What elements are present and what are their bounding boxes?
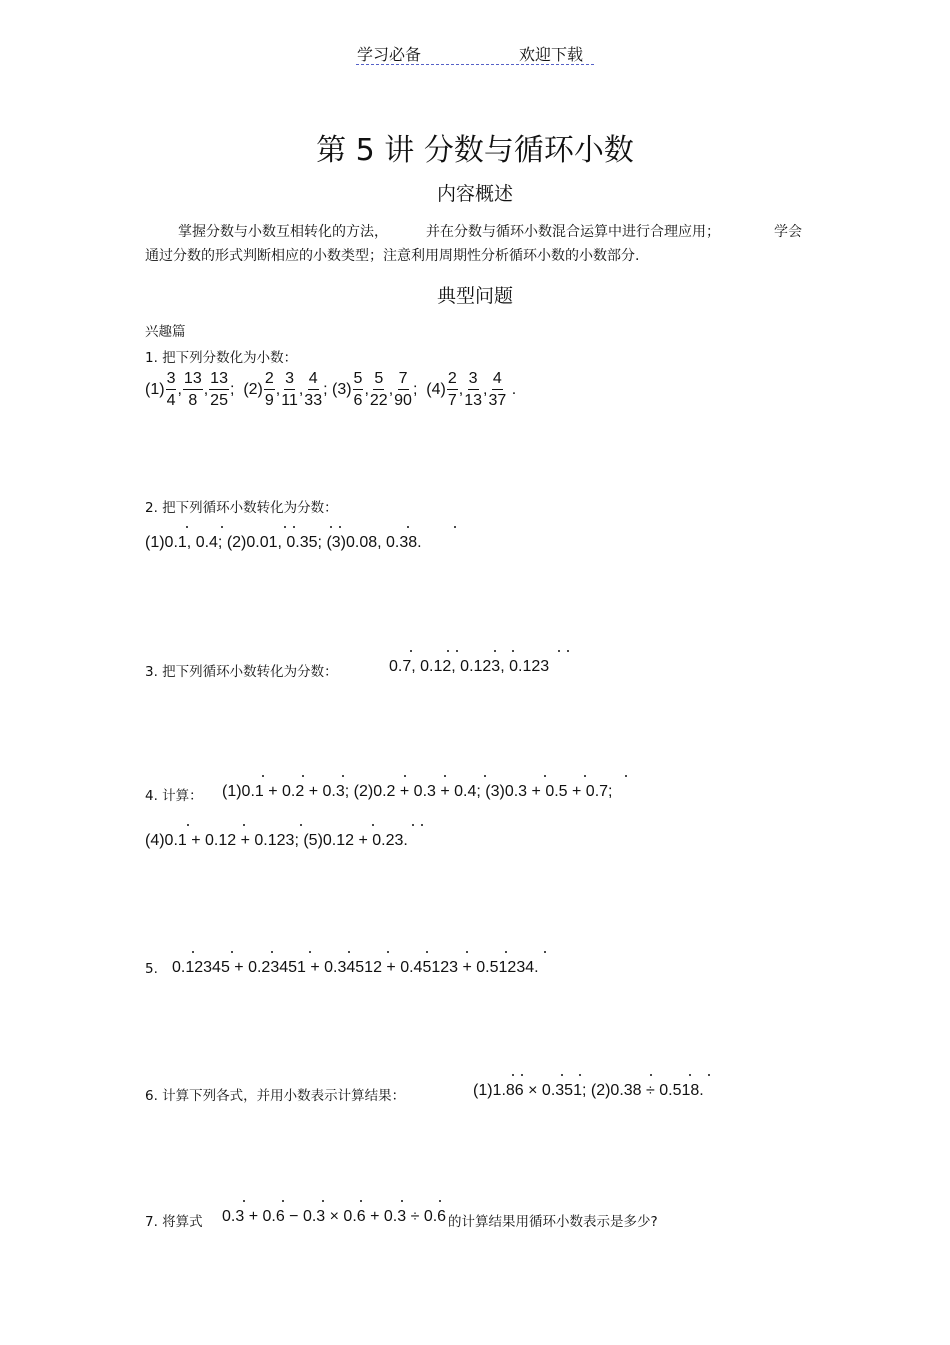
q7-question: 的计算结果用循环小数表示是多少? xyxy=(448,1214,658,1230)
fraction: $\frac{13}{25}$ xyxy=(210,370,228,409)
header-left: 学习必备 xyxy=(357,45,422,64)
dot xyxy=(579,1074,581,1076)
dot xyxy=(689,1074,691,1076)
dot xyxy=(360,1200,362,1202)
dot xyxy=(650,1074,652,1076)
q1-fractions: (1) $\frac{3}{4}$ , $\frac{13}{8}$ , $\frac{13}{25}$ ; (2) $\frac{2}{9}$ , $\frac{3}{11}$ , $\frac{4}{33}$ ; (3) $\frac{5}{6}$ , $\frac{5}{22}$ , $\frac{7}{90}$ ; (4) $\frac{2}{7}$ , $\frac{3}{13}$ , $\frac{4}{37}$ . xyxy=(145,370,517,409)
fraction: $\frac{13}{8}$ xyxy=(183,370,202,409)
dot xyxy=(456,650,458,652)
dot xyxy=(186,526,188,528)
q1-tag-2: (2) xyxy=(243,381,263,398)
dot xyxy=(282,1200,284,1202)
dot xyxy=(466,951,468,953)
page-title: 第 5 讲 分数与循环小数 xyxy=(316,133,634,168)
overview-text-1a: 掌握分数与小数互相转化的方法， xyxy=(178,224,388,240)
fraction: $\frac{5}{6}$ xyxy=(353,370,363,409)
q4-label: 4. 计算： xyxy=(145,788,203,804)
dot xyxy=(454,526,456,528)
dot xyxy=(561,1074,563,1076)
dot xyxy=(262,775,264,777)
section-heading-problems: 典型问题 xyxy=(436,285,513,307)
q4-expression-1: (1)0.1 + 0.2 + 0.3; (2)0.2 + 0.3 + 0.4; (3)0.3 + 0.5 + 0.7; xyxy=(222,783,613,800)
dot xyxy=(293,526,295,528)
q1-label: 1. 把下列分数化为小数： xyxy=(145,350,298,366)
fraction: $\frac{3}{13}$ xyxy=(464,370,483,409)
dot xyxy=(284,526,286,528)
q2-expression: (1)0.1, 0.4; (2)0.01, 0.35; (3)0.08, 0.38. xyxy=(145,534,422,551)
q3-label: 3. 把下列循环小数转化为分数： xyxy=(145,664,338,680)
q1-tag-4: (4) xyxy=(426,381,446,398)
q4-expression-2: (4)0.1 + 0.12 + 0.123; (5)0.12 + 0.23. xyxy=(145,832,408,849)
header-right: 欢迎下载 xyxy=(519,45,584,64)
dot xyxy=(221,526,223,528)
dot xyxy=(708,1074,710,1076)
dot xyxy=(330,526,332,528)
dot xyxy=(401,1200,403,1202)
dot xyxy=(187,824,189,826)
dot xyxy=(339,526,341,528)
q7-expression: 0.3 + 0.6 − 0.3 × 0.6 + 0.3 ÷ 0.6 xyxy=(222,1208,447,1225)
dot xyxy=(584,775,586,777)
repeating-dots xyxy=(186,526,710,1202)
fraction: $\frac{2}{7}$ xyxy=(447,370,457,409)
dot xyxy=(192,951,194,953)
fraction: $\frac{7}{90}$ xyxy=(394,370,412,409)
dot xyxy=(300,824,302,826)
fraction: $\frac{4}{33}$ xyxy=(304,370,323,409)
dot xyxy=(625,775,627,777)
dot xyxy=(404,775,406,777)
dot xyxy=(444,775,446,777)
q6-label: 6. 计算下列各式，并用小数表示计算结果： xyxy=(145,1088,406,1104)
overview-text-1b: 并在分数与循环小数混合运算中进行合理应用； xyxy=(426,224,720,240)
dot xyxy=(372,824,374,826)
dot xyxy=(494,650,496,652)
dot xyxy=(412,824,414,826)
dot xyxy=(231,951,233,953)
q3-expression: 0.7, 0.12, 0.123, 0.123 xyxy=(389,658,550,675)
q5-expression: 0.12345 + 0.23451 + 0.34512 + 0.45123 + 0.51234. xyxy=(172,959,539,976)
dot xyxy=(322,1200,324,1202)
dot xyxy=(567,650,569,652)
dot xyxy=(512,1074,514,1076)
dot xyxy=(426,951,428,953)
dot xyxy=(484,775,486,777)
dot xyxy=(243,1200,245,1202)
dot xyxy=(512,650,514,652)
fraction: $\frac{2}{9}$ xyxy=(264,370,274,409)
fraction: $\frac{5}{22}$ xyxy=(369,370,388,409)
dot xyxy=(243,824,245,826)
q2-label: 2. 把下列循环小数转化为分数： xyxy=(145,500,338,516)
q5-label: 5. xyxy=(145,961,158,977)
dot xyxy=(544,775,546,777)
dot xyxy=(421,824,423,826)
dot xyxy=(302,775,304,777)
dot xyxy=(544,951,546,953)
dot xyxy=(558,650,560,652)
dot xyxy=(410,650,412,652)
category-label: 兴趣篇 xyxy=(145,324,186,340)
q1-tag-1: (1) xyxy=(145,381,165,398)
dot xyxy=(439,1200,441,1202)
dot xyxy=(407,526,409,528)
q6-expression: (1)1.86 × 0.351; (2)0.38 ÷ 0.518. xyxy=(473,1082,704,1099)
fraction: $\frac{4}{37}$ xyxy=(488,370,507,409)
fraction: $\frac{3}{11}$ xyxy=(281,370,298,409)
dot xyxy=(309,951,311,953)
dot xyxy=(271,951,273,953)
dot xyxy=(348,951,350,953)
q7-label: 7. 将算式 xyxy=(145,1214,203,1230)
dot xyxy=(521,1074,523,1076)
overview-text-1c: 学会 xyxy=(774,224,802,240)
dot xyxy=(505,951,507,953)
q1-tag-3: (3) xyxy=(331,381,352,398)
dot xyxy=(447,650,449,652)
fraction: $\frac{3}{4}$ xyxy=(166,370,176,409)
overview-text-2: 通过分数的形式判断相应的小数类型；注意利用周期性分析循环小数的小数部分. xyxy=(145,248,640,264)
dot xyxy=(387,951,389,953)
section-heading-overview: 内容概述 xyxy=(436,183,513,205)
dot xyxy=(342,775,344,777)
